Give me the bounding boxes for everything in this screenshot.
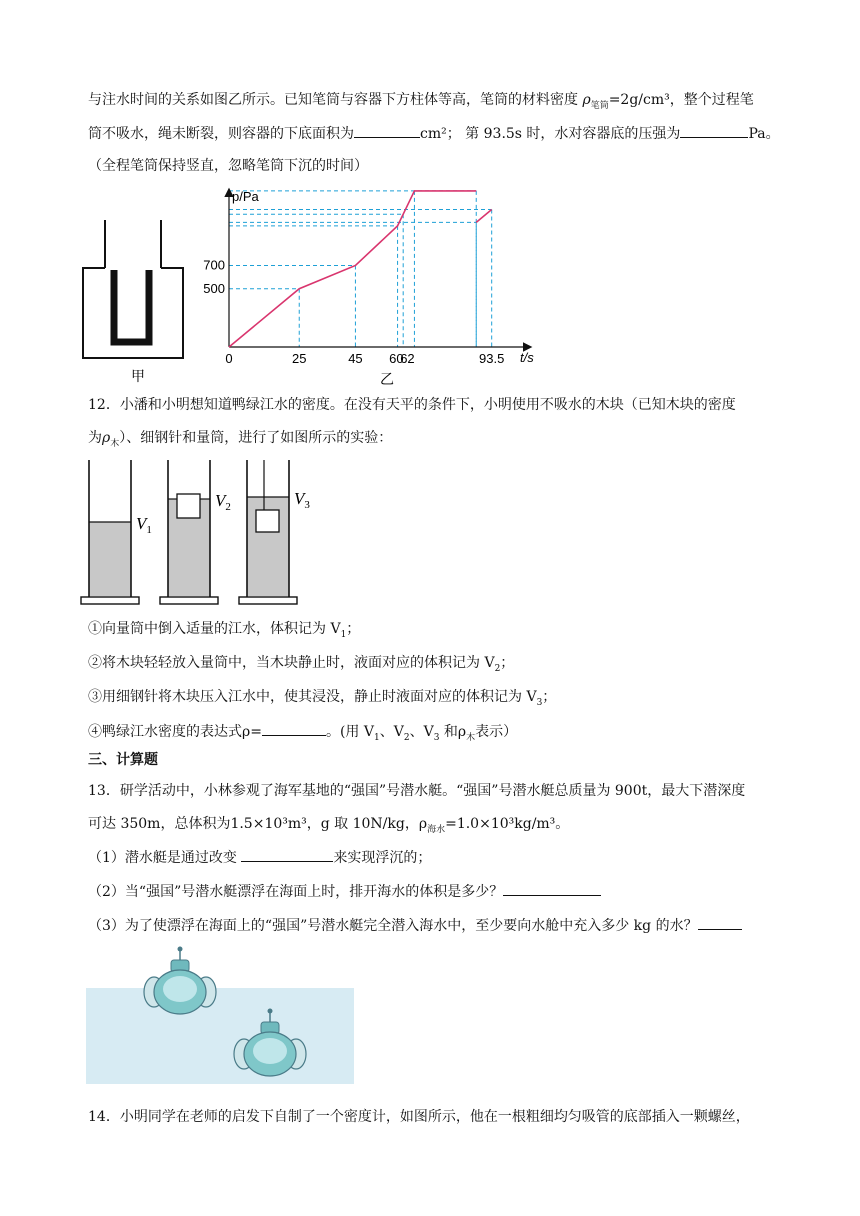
q11-line-2: 筒不吸水，绳未断裂，则容器的下底面积为 cm²； 第 93.5s 时，水对容器底的压强为 Pa。 — [88, 123, 780, 144]
answer-blank-density[interactable] — [262, 721, 326, 736]
x-tick-labels — [225, 351, 504, 366]
answer-blank-p1[interactable] — [241, 847, 333, 862]
container-neck-gap — [105, 220, 161, 269]
y-tick-label: 700 — [203, 257, 225, 273]
label-v1: $V_1$ — [136, 514, 152, 536]
figure-measuring-cylinders — [78, 455, 338, 607]
q12-step-4: ④鸭绿江水密度的表达式ρ= 。(用 $V_1$、$V_2$、$V_3$ 和$\rho_木$表示） — [88, 721, 517, 748]
submarine-floating — [144, 947, 216, 1015]
x-tick-label: 60 — [389, 351, 404, 366]
q13-stem-2: 可达 350m，总体积为1.5×10³m³，g 取 10N/kg，$\rho_{海水}=1.0\times 10^3kg/m^3$。 — [88, 816, 570, 835]
wood-block-submerged — [256, 510, 279, 532]
q12-step-1: ①向量筒中倒入适量的江水，体积记为 $V_1$； — [88, 621, 361, 640]
guide-lines — [229, 191, 492, 347]
y-tick-label: 500 — [203, 280, 225, 296]
cylinder-3 — [239, 460, 310, 604]
q12-stem-1: 12．小潘和小明想知道鸭绿江水的密度。在没有天平的条件下，小明使用不吸水的木块（已知木块的密度 — [88, 397, 736, 413]
label-v3: $V_3$ — [294, 489, 310, 511]
x-tick-label: 0 — [225, 351, 233, 366]
y-tick-labels — [203, 257, 225, 295]
x-tick-label: 93.5 — [479, 351, 505, 366]
x-tick-label: 45 — [348, 351, 363, 366]
figure-yi-caption: 乙 — [380, 373, 394, 388]
q11-line-3: （全程笔筒保持竖直，忽略笔筒下沉的时间） — [88, 158, 368, 174]
x-axis-label: t/s — [520, 350, 534, 365]
pressure-curve-segment — [476, 210, 491, 223]
y-axis-label: p/Pa — [232, 189, 259, 204]
cylinder-2 — [160, 460, 231, 604]
pen-holder — [114, 270, 149, 342]
q11-line-1: 与注水时间的关系如图乙所示。已知笔筒与容器下方柱体等高，笔筒的材料密度 $\rho_{笔筒}=2g$/cm³，整个过程笔 — [88, 92, 754, 111]
q13-stem-1: 13．研学活动中，小林参观了海军基地的“强国”号潜水艇。“强国”号潜水艇总质量为 900t，最大下潜深度 — [88, 783, 746, 799]
liquid-1 — [89, 522, 131, 596]
answer-blank-pressure[interactable] — [680, 123, 748, 138]
section-heading: 三、计算题 — [88, 752, 158, 768]
sea-water — [86, 988, 354, 1084]
q12-step-2: ②将木块轻轻放入量筒中，当木块静止时，液面对应的体积记为 $V_2$； — [88, 655, 515, 674]
label-v2: $V_2$ — [215, 491, 231, 513]
answer-blank-p3[interactable] — [698, 915, 742, 930]
q12-stem-2: 为$\rho_木$）、细钢针和量筒，进行了如图所示的实验： — [88, 430, 393, 449]
q13-part-2: （2）当“强国”号潜水艇漂浮在海面上时，排开海水的体积是多少？ — [88, 881, 601, 902]
answer-blank-p2[interactable] — [503, 881, 601, 896]
figure-jia-caption: 甲 — [131, 370, 145, 385]
q14-stem: 14．小明同学在老师的启发下自制了一个密度计，如图所示，他在一根粗细均匀吸管的底部插入一颗螺丝， — [88, 1109, 750, 1125]
q13-part-1: （1）潜水艇是通过改变 来实现浮沉的； — [88, 847, 431, 868]
q13-part-3: （3）为了使漂浮在海面上的“强国”号潜水艇完全潜入海水中，至少要向水舱中充入多少 kg 的水？ — [88, 915, 742, 936]
answer-blank-area[interactable] — [354, 123, 420, 138]
figure-yi-chart — [190, 180, 550, 390]
wood-block-floating — [177, 494, 200, 518]
pressure-curve — [229, 191, 492, 347]
figure-jia-container — [80, 218, 188, 388]
x-tick-label: 25 — [292, 351, 307, 366]
cylinder-1 — [81, 460, 152, 604]
q12-step-3: ③用细钢针将木块压入江水中，使其浸没，静止时液面对应的体积记为 $V_3$； — [88, 689, 557, 708]
submarine-illustration — [86, 944, 354, 1086]
x-tick-label: 62 — [400, 351, 415, 366]
